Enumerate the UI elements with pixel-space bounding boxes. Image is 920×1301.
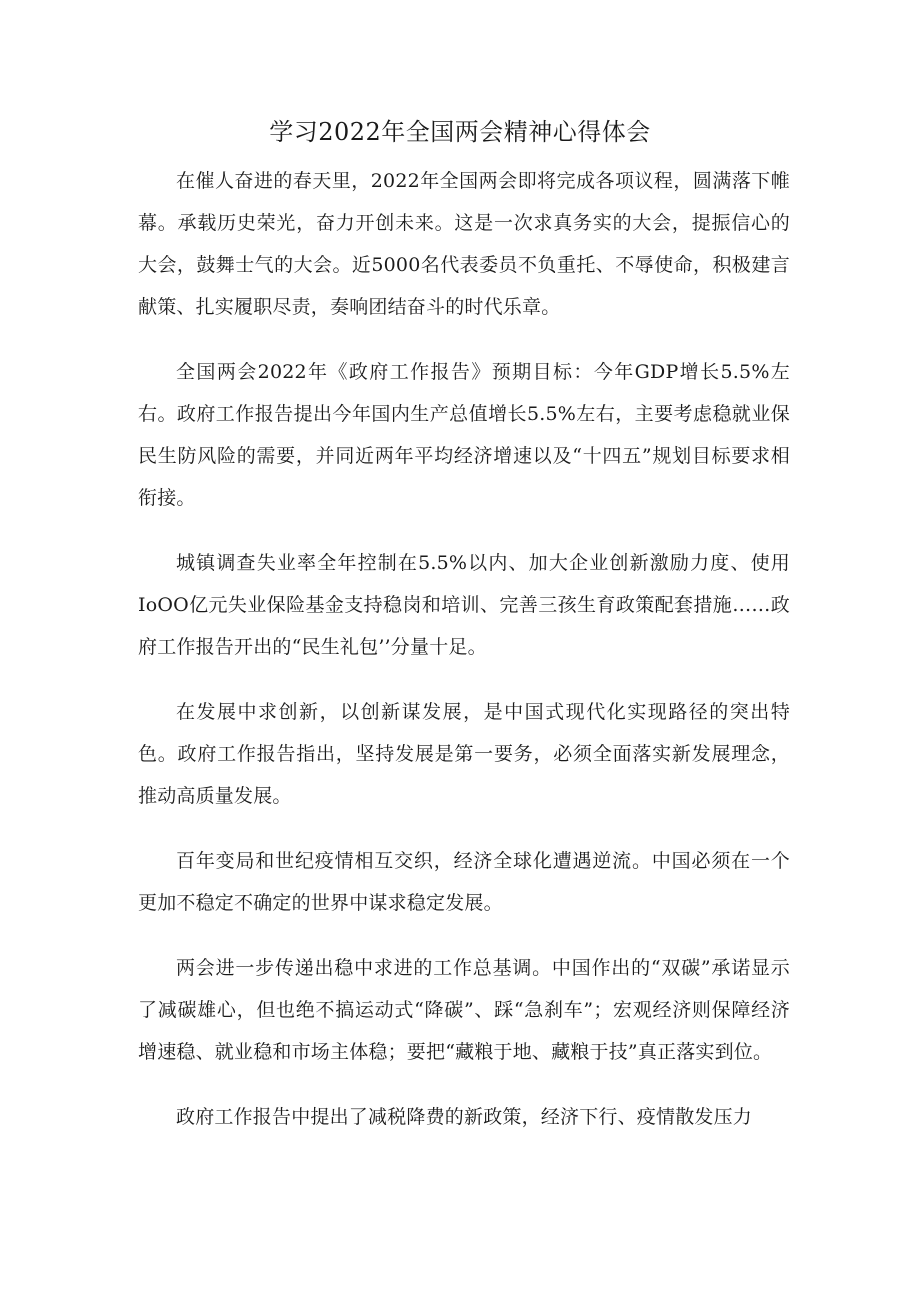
paragraph: 政府工作报告中提出了减税降费的新政策，经济下行、疫情散发压力 [176,1106,753,1128]
document-body [138,160,790,1161]
paragraph: 全国两会2022年《政府工作报告》预期目标：今年GDP增长5.5%左右。政府工作报告提出今年国内生产总值增长5.5%左右，主要考虑稳就业保民生防风险的需要，并同近两年平均经济增速以及“十四五”规划目标要求相衔接。 [138,361,790,509]
document-title: 学习2022年全国两会精神心得体会 [269,118,651,146]
paragraph: 两会进一步传递出稳中求进的工作总基调。中国作出的“双碳”承诺显示了减碳雄心，但也绝不搞运动式“降碳”、踩“急刹车”；宏观经济则保障经济增速稳、就业稳和市场主体稳；要把“藏粮于地、藏粮于技”真正落实到位。 [138,957,790,1063]
paragraph: 百年变局和世纪疫情相互交织，经济全球化遭遇逆流。中国必须在一个更加不稳定不确定的世界中谋求稳定发展。 [138,850,790,914]
paragraph: 在催人奋进的春天里，2022年全国两会即将完成各项议程，圆满落下帷幕。承载历史荣光，奋力开创未来。这是一次求真务实的大会，提振信心的大会，鼓舞士气的大会。近5000名代表委员不负重托、不辱使命，积极建言献策、扎实履职尽责，奏响团结奋斗的时代乐章。 [138,170,790,318]
paragraph: 城镇调查失业率全年控制在5.5%以内、加大企业创新激励力度、使用IoOO亿元失业保险基金支持稳岗和培训、完善三孩生育政策配套措施……政府工作报告开出的“民生礼包’’分量十足。 [138,552,790,658]
paragraph: 在发展中求创新，以创新谋发展，是中国式现代化实现路径的突出特色。政府工作报告指出，坚持发展是第一要务，必须全面落实新发展理念，推动高质量发展。 [138,701,790,807]
